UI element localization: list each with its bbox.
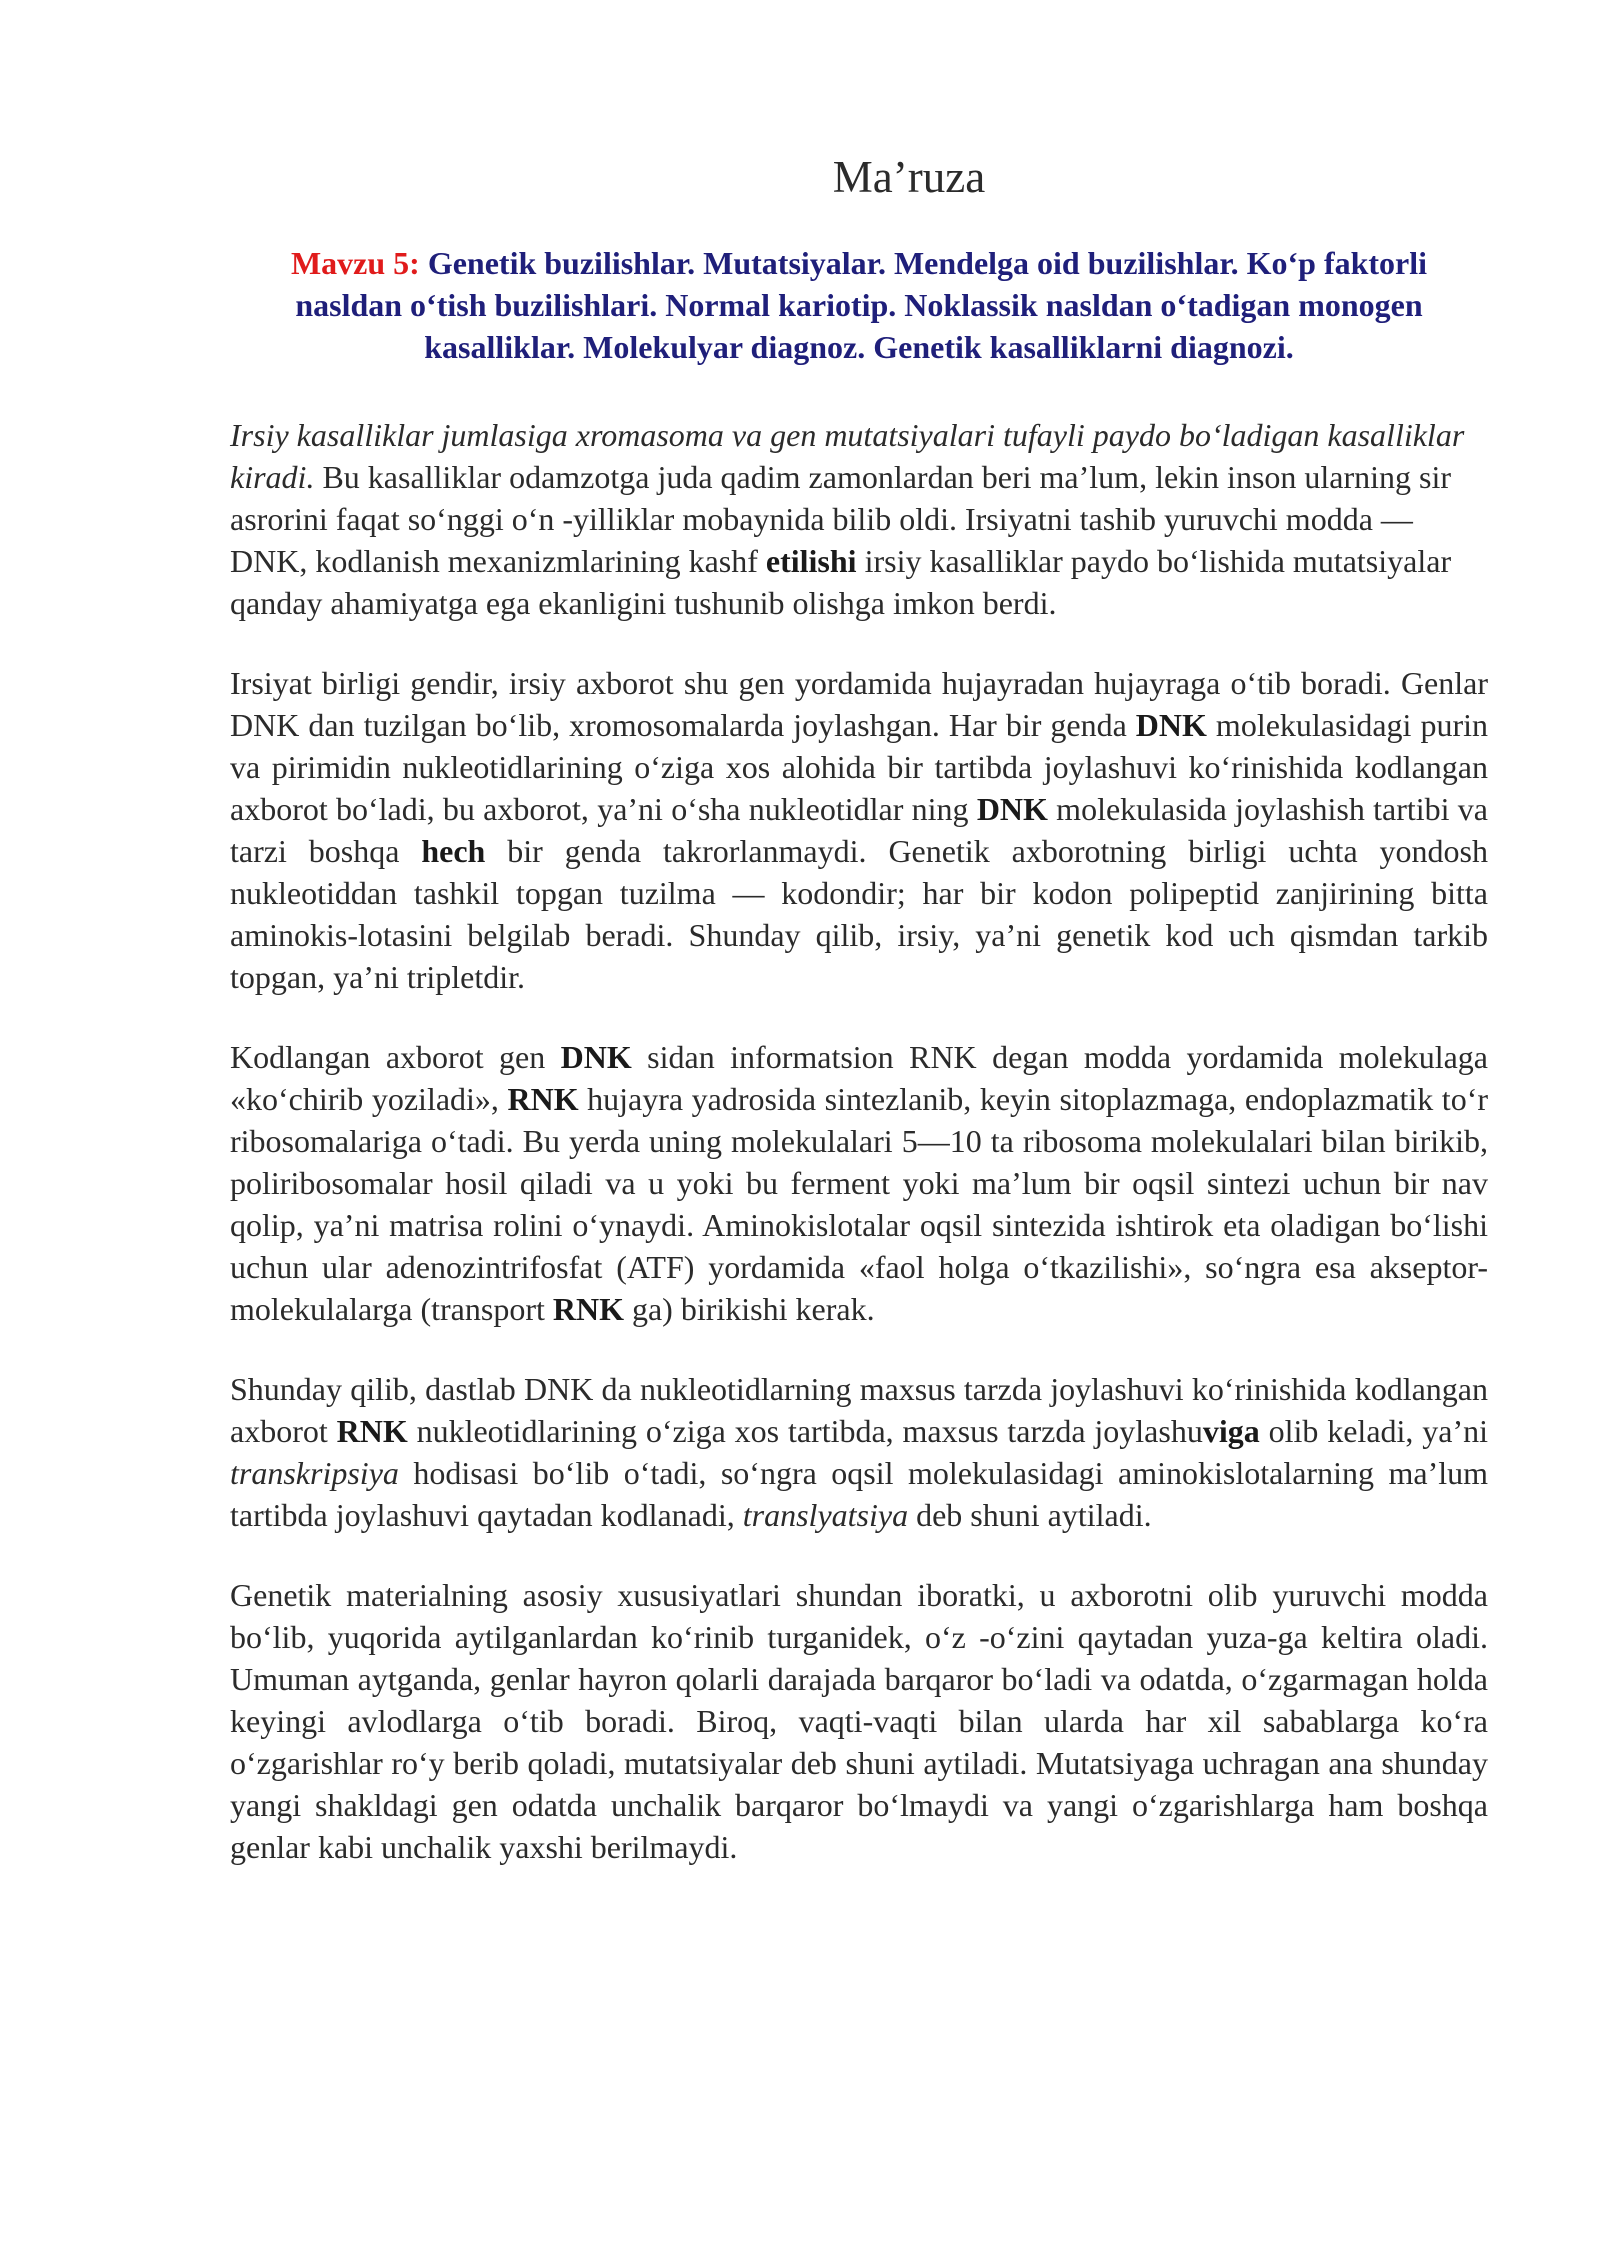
paragraph-2-text-d: bir genda takrorlanmaydi. Genetik axborotning birligi uchta yondosh nukleotiddan tashkil topgan tuzilma — kodondir; har bir kodon polipeptid zanjirining bitta aminokis-lotasini belgilab beradi. Shunday qilib, irsiy, ya’ni genetik kod uch qismdan tarkib topgan, ya’ni tripletdir. (230, 833, 1489, 995)
paragraph-3-bold-rnk-2: RNK (552, 1291, 624, 1327)
paragraph-4-bold-rnk: RNK (336, 1413, 408, 1449)
paragraph-3-bold-dnk: DNK (560, 1039, 632, 1075)
paragraph-1-bold-etilishi: etilishi (765, 543, 857, 579)
paragraph-2 (230, 662, 1488, 998)
paragraph-5-text: Genetik materialning asosiy xususiyatlari shundan iboratki, u axborotni olib yuruvchi modda boʻlib, yuqorida aytilganlardan koʻrinib turganidek, oʻz -oʻzini qaytadan yuza-ga keltira oladi. Umuman aytganda, genlar hayron qolarli darajada barqaror boʻladi va odatda, oʻzgarmagan holda keyingi avlodlarga oʻtib boradi. Biroq, vaqti-vaqti bilan ularda har xil sabablarga koʻra oʻzgarishlar roʻy berib qoladi, mutatsiyalar deb shuni aytiladi. Mutatsiyaga uchragan ana shunday yangi shakldagi gen odatda unchalik barqaror boʻlmaydi va yangi oʻzgarishlarga ham boshqa genlar kabi unchalik yaxshi berilmaydi. (230, 1577, 1488, 1865)
paragraph-4-text-b: nukleotidlarining oʻziga xos tartibda, maxsus tarzda joylashu (407, 1413, 1203, 1449)
paragraph-4-bold-viga: viga (1202, 1413, 1260, 1449)
paragraph-5 (230, 1574, 1488, 1868)
paragraph-1 (230, 414, 1488, 624)
paragraph-3-text-b: sidan informatsion RNK degan modda yordamida molekulaga «koʻchirib yoziladi», (230, 1039, 1489, 1117)
paragraph-2-bold-dnk-2: DNK (976, 791, 1048, 827)
paragraph-2-text-a: Irsiyat birligi gendir, irsiy axborot shu gen yordamida hujayradan hujayraga oʻtib boradi. Genlar DNK dan tuzilgan boʻlib, xromosomalarda joylashgan. Har bir genda (230, 665, 1488, 743)
page-title: Ma’ruza (832, 152, 986, 202)
paragraph-3-bold-rnk-1: RNK (507, 1081, 579, 1117)
paragraph-3 (230, 1036, 1488, 1330)
document-page (230, 150, 1488, 1906)
paragraph-4-text-a: Shunday qilib, dastlab DNK da nukleotidlarning maxsus tarzda joylashuvi koʻrinishida kodlangan axborot (230, 1371, 1488, 1449)
paragraph-4-italic-transkripsiya: transkripsiya (230, 1455, 399, 1491)
paragraph-3-text-a: Kodlangan axborot gen (230, 1039, 561, 1075)
paragraph-2-text-c: molekulasida joylashish tartibi va tarzi boshqa (230, 791, 1488, 869)
paragraph-3-text-c: hujayra yadrosida sintezlanib, keyin sitoplazmaga, endoplazmatik toʻr ribosomalariga oʻtadi. Bu yerda uning molekulalari 5—10 ta ribosoma molekulalari bilan birikib, poliribosomalar hosil qiladi va u yoki bu ferment yoki ma’lum bir oqsil sintezi uchun bir nav qolip, ya’ni matrisa rolini oʻynaydi. Aminokislotalar oqsil sintezida ishtirok eta oladigan boʻlishi uchun ular adenozintrifosfat (ATF) yordamida «faol holga oʻtkazilishi», soʻngra esa akseptor-molekulalarga (transport (230, 1081, 1489, 1327)
paragraph-4-italic-translyatsiya: translyatsiya (742, 1497, 909, 1533)
paragraph-1-text-b: irsiy kasalliklar paydo boʻlishida mutatsiyalar qanday ahamiyatga ega ekanligini tushunib olishga imkon berdi. (230, 543, 1452, 621)
paragraph-3-text-d: ga) birikishi kerak. (623, 1291, 875, 1327)
paragraph-4-text-c: olib keladi, ya’ni (1259, 1413, 1489, 1449)
paragraph-2-text-b: molekulasidagi purin va pirimidin nukleotidlarining oʻziga xos alohida bir tartibda joylashuvi koʻrinishida kodlangan axborot boʻladi, bu axborot, ya’ni oʻsha nukleotidlar ning (230, 707, 1488, 827)
topic-heading (230, 242, 1488, 368)
topic-text: Genetik buzilishlar. Mutatsiyalar. Mendelga oid buzilishlar. Koʻp faktorli nasldan oʻtish buzilishlari. Normal kariotip. Noklassik nasldan oʻtadigan monogen kasalliklar. Molekulyar diagnoz. Genetik kasalliklarni diagnozi. (295, 245, 1428, 365)
topic-label: Mavzu 5: (290, 245, 420, 281)
paragraph-4 (230, 1368, 1488, 1536)
paragraph-4-text-e: deb shuni aytiladi. (908, 1497, 1152, 1533)
paragraph-1-italic-lead: Irsiy kasalliklar jumlasiga xromasoma va gen mutatsiyalari tufayli paydo boʻladigan kasalliklar kiradi. (230, 417, 1465, 495)
paragraph-2-bold-dnk-1: DNK (1135, 707, 1207, 743)
paragraph-2-bold-hech: hech (421, 833, 486, 869)
paragraph-4-text-d: hodisasi boʻlib oʻtadi, soʻngra oqsil molekulasidagi aminokislotalarning ma’lum tartibda joylashuvi qaytadan kodlanadi, (230, 1455, 1488, 1533)
paragraph-1-text-a: Bu kasalliklar odamzotga juda qadim zamonlardan beri ma’lum, lekin inson ularning sir asrorini faqat soʻnggi oʻn -yilliklar mobaynida bilib oldi. Irsiyatni tashib yuruvchi modda — DNK, kodlanish mexanizmlarining kashf (230, 459, 1452, 579)
